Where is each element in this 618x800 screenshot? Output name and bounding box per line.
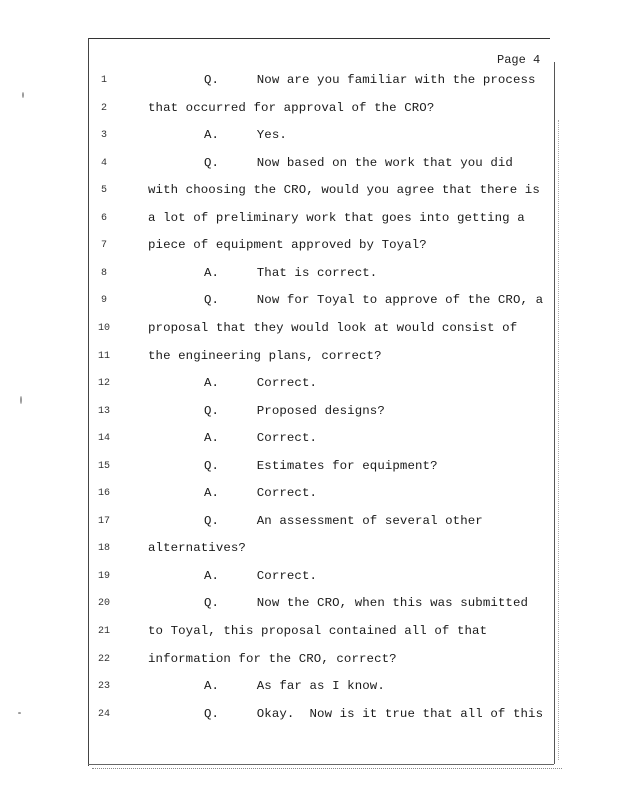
line-text: Q. Estimates for equipment? xyxy=(204,458,438,473)
line-number: 4 xyxy=(100,157,107,169)
page-border-top xyxy=(88,38,550,39)
line-text: Q. Now for Toyal to approve of the CRO, a xyxy=(204,293,544,308)
line-number: 21 xyxy=(97,626,110,637)
transcript-line xyxy=(0,238,618,258)
line-number: 7 xyxy=(100,240,107,252)
line-number: 18 xyxy=(97,543,110,555)
transcript-line xyxy=(0,183,618,203)
transcript-line xyxy=(0,349,618,369)
line-text: A. That is correct. xyxy=(204,265,378,280)
line-text: Q. Now based on the work that you did xyxy=(204,155,513,170)
line-text: a lot of preliminary work that goes into getting a xyxy=(148,210,525,225)
transcript-line xyxy=(0,707,618,727)
transcript-line xyxy=(0,486,618,506)
line-text: A. Correct. xyxy=(204,431,318,446)
line-text: that occurred for approval of the CRO? xyxy=(148,100,435,115)
line-number: 3 xyxy=(100,130,107,142)
page-number: Page 4 xyxy=(497,53,541,67)
line-text: A. As far as I know. xyxy=(204,679,385,694)
transcript-line xyxy=(0,459,618,479)
transcript-line xyxy=(0,541,618,561)
line-text: Q. Proposed designs? xyxy=(204,403,385,418)
transcript-line xyxy=(0,293,618,313)
transcript-line xyxy=(0,211,618,231)
line-number: 1 xyxy=(100,75,107,86)
line-number: 24 xyxy=(97,708,110,720)
line-number: 6 xyxy=(100,212,107,224)
line-text: A. Correct. xyxy=(204,486,318,501)
line-number: 8 xyxy=(100,267,107,279)
line-text: A. Correct. xyxy=(204,568,318,583)
page-border-bottom xyxy=(88,764,554,765)
line-number: 14 xyxy=(97,433,110,445)
line-text: information for the CRO, correct? xyxy=(148,651,397,666)
transcript-line xyxy=(0,266,618,286)
transcript-line xyxy=(0,679,618,699)
line-text: A. Yes. xyxy=(204,128,287,143)
line-text: Q. Okay. Now is it true that all of this xyxy=(204,706,544,721)
line-number: 5 xyxy=(100,185,107,197)
line-number: 16 xyxy=(97,488,110,500)
line-text: Q. Now the CRO, when this was submitted xyxy=(204,596,529,611)
line-text: with choosing the CRO, would you agree that there is xyxy=(148,183,540,198)
line-text: proposal that they would look at would consist of xyxy=(148,320,518,335)
transcript-line xyxy=(0,514,618,534)
line-text: piece of equipment approved by Toyal? xyxy=(148,238,427,253)
transcript-line xyxy=(0,73,618,93)
transcript-line xyxy=(0,596,618,616)
transcript-line xyxy=(0,569,618,589)
transcript-line xyxy=(0,624,618,644)
line-number: 15 xyxy=(97,460,110,472)
line-number: 12 xyxy=(97,378,110,390)
line-number: 20 xyxy=(97,598,110,610)
line-text: the engineering plans, correct? xyxy=(148,348,382,363)
transcript-line xyxy=(0,404,618,424)
line-number: 11 xyxy=(97,350,110,362)
transcript-line xyxy=(0,321,618,341)
transcript-line xyxy=(0,652,618,672)
line-text: alternatives? xyxy=(148,541,246,556)
transcript-line xyxy=(0,156,618,176)
line-number: 13 xyxy=(97,405,110,417)
line-number: 9 xyxy=(100,295,107,307)
transcript-line xyxy=(0,128,618,148)
scan-dots-bottom xyxy=(92,768,562,769)
line-number: 17 xyxy=(97,515,110,527)
line-number: 23 xyxy=(97,681,110,693)
transcript-line xyxy=(0,376,618,396)
line-number: 19 xyxy=(97,570,110,582)
transcript-line xyxy=(0,431,618,451)
line-text: Q. An assessment of several other xyxy=(204,513,483,528)
line-number: 10 xyxy=(97,322,110,334)
line-text: Q. Now are you familiar with the process xyxy=(204,73,536,87)
line-text: to Toyal, this proposal contained all of that xyxy=(148,624,488,638)
line-text: A. Correct. xyxy=(204,376,318,391)
transcript-line xyxy=(0,101,618,121)
line-number: 2 xyxy=(100,102,107,114)
line-number: 22 xyxy=(97,653,110,665)
